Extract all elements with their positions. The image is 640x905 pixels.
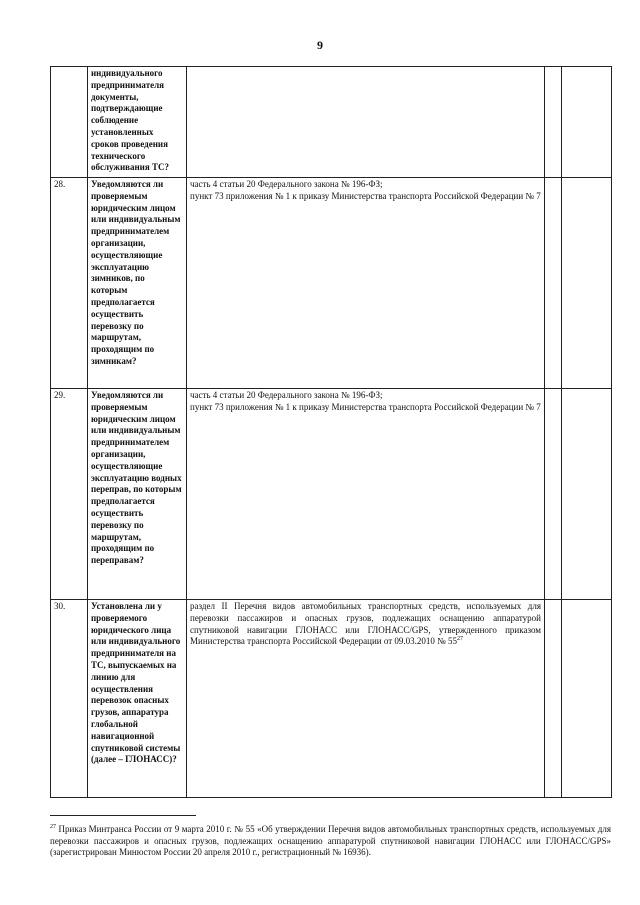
legal-basis-line: часть 4 статьи 20 Федерального закона № 196-ФЗ; xyxy=(190,390,383,400)
question-cell: Уведомляются ли проверяемым юридическим лицом или индивидуальным предпринимателем организации, осуществляющие эксплуатацию водных переправ, по которым предполагается осуществить перевозку по маршрутам, проходящим по переправам? xyxy=(88,389,187,600)
question-cell: Уведомляются ли проверяемым юридическим лицом или индивидуальным предпринимателем организации, осуществляющие эксплуатацию зимников, по которым предполагается осуществить перевозку по маршрутам, проходящим по зимникам? xyxy=(88,178,187,389)
note-cell xyxy=(562,67,612,178)
footnote-reference: 27 xyxy=(457,636,464,643)
answer-cell xyxy=(545,67,562,178)
row-number: 29. xyxy=(51,389,88,600)
row-number xyxy=(51,67,88,178)
legal-basis-text: раздел II Перечня видов автомобильных транспортных средств, используемых для перевозки пассажиров и опасных грузов, подлежащих оснащению аппаратурой спутниковой навигации ГЛОНАСС или ГЛОНАСС/GPS, утвержденного приказом Министерства транспорта Российской Федерации от 09.03.2010 № 55 xyxy=(190,601,541,647)
legal-basis-line: часть 4 статьи 20 Федерального закона № 196-ФЗ; xyxy=(190,179,383,189)
answer-cell xyxy=(545,600,562,798)
footnote xyxy=(50,822,611,859)
footnote-text: Приказ Минтранса России от 9 марта 2010 г. № 55 «Об утверждении Перечня видов автомобильных транспортных средств, используемых для перевозки пассажиров и опасных грузов, подлежащих оснащению аппаратурой спутниковой навигации ГЛОНАСС или ГЛОНАСС/GPS» (зарегистрирован Минюстом России 20 апреля 2010 г., регистрационный № 16936). xyxy=(50,824,611,858)
legal-basis-line: пункт 73 приложения № 1 к приказу Министерства транспорта Российской Федерации № 7 xyxy=(190,401,541,412)
question-cell: Установлена ли у проверяемого юридического лица или индивидуального предпринимателя на ТС, выпускаемых на линию для осуществления перевозок опасных грузов, аппаратура глобальной навигационной спутниковой системы (далее – ГЛОНАСС)? xyxy=(88,600,187,798)
table-row xyxy=(51,389,612,600)
page-number: 9 xyxy=(317,38,323,52)
answer-cell xyxy=(545,178,562,389)
table-row xyxy=(51,600,612,798)
question-cell: индивидуального предпринимателя документы, подтверждающие соблюдение установленных сроков проведения технического обслуживания ТС? xyxy=(88,67,187,178)
legal-basis-cell xyxy=(187,67,545,178)
table-row xyxy=(51,67,612,178)
table-row xyxy=(51,178,612,389)
footnote-separator xyxy=(50,815,196,816)
row-number: 30. xyxy=(51,600,88,798)
checklist-table xyxy=(50,66,612,798)
answer-cell xyxy=(545,389,562,600)
legal-basis-cell xyxy=(187,600,545,798)
note-cell xyxy=(562,600,612,798)
note-cell xyxy=(562,178,612,389)
legal-basis-line: пункт 73 приложения № 1 к приказу Министерства транспорта Российской Федерации № 7 xyxy=(190,190,541,201)
note-cell xyxy=(562,389,612,600)
legal-basis-cell xyxy=(187,178,545,389)
footnote-number: 27 xyxy=(50,824,56,830)
legal-basis-cell xyxy=(187,389,545,600)
row-number: 28. xyxy=(51,178,88,389)
